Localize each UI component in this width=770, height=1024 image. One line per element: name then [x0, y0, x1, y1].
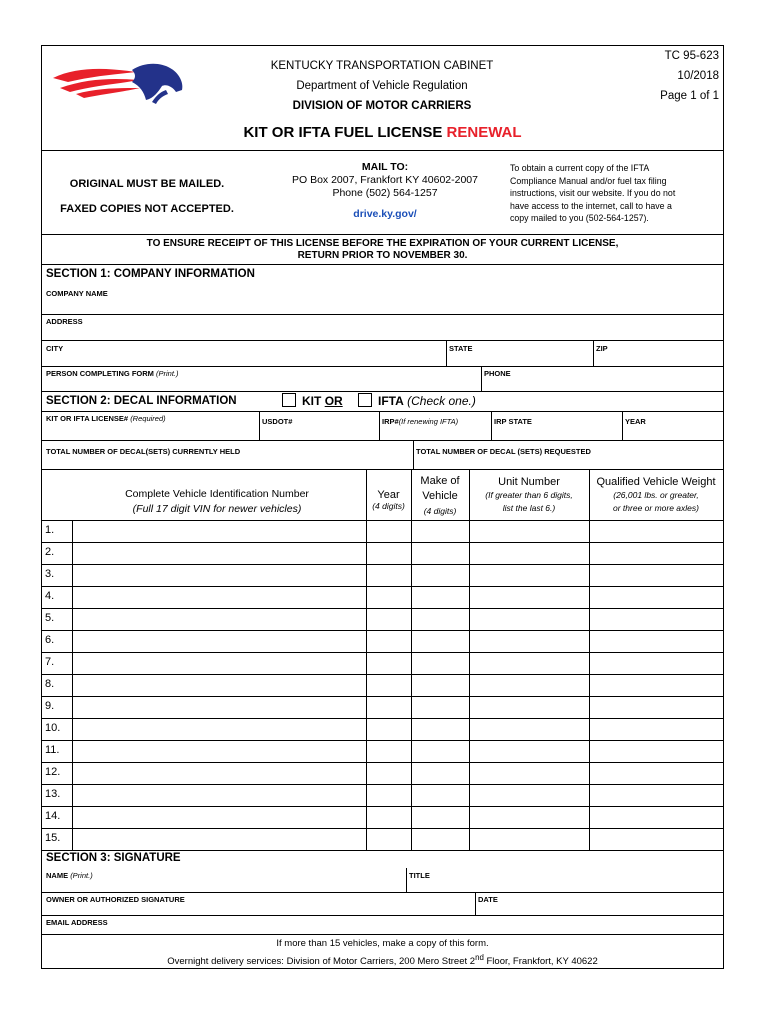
info-line: To obtain a current copy of the IFTA: [510, 163, 650, 173]
person-hint: (Print.): [156, 369, 179, 378]
vehicle-row-number: 2.: [45, 546, 55, 558]
year-field[interactable]: YEAR: [625, 417, 646, 426]
ifta-label: IFTA: [378, 394, 404, 408]
make-subheader: (4 digits): [423, 506, 457, 516]
footer-text: Floor, Frankfort, KY 40622: [483, 956, 598, 968]
vin-header-text: Complete Vehicle Identification Number: [125, 488, 309, 500]
vehicle-row-number: 11.: [45, 744, 60, 756]
section3-title: SECTION 3: SIGNATURE: [46, 852, 181, 864]
section1-title: SECTION 1: COMPANY INFORMATION: [46, 268, 255, 280]
notice-line: TO ENSURE RECEIPT OF THIS LICENSE BEFORE THE EXPIRATION OF YOUR CURRENT LICENSE,: [146, 238, 619, 249]
vehicle-row[interactable]: [73, 652, 723, 674]
vehicle-row[interactable]: [73, 806, 723, 828]
kit-checkbox[interactable]: [282, 393, 296, 407]
original-mailed-note: ORIGINAL MUST BE MAILED.: [69, 178, 225, 190]
weight-subheader: or three or more axles): [613, 503, 699, 513]
form-id-block: [660, 46, 719, 106]
form-page: [41, 45, 724, 969]
website-link[interactable]: drive.ky.gov/: [353, 208, 417, 220]
vehicle-row-number: 7.: [45, 656, 55, 668]
vehicle-row-number: 8.: [45, 678, 55, 690]
signature-field[interactable]: OWNER OR AUTHORIZED SIGNATURE: [46, 895, 185, 904]
mailing-notes: [52, 172, 242, 222]
vehicle-row-number: 12.: [45, 766, 61, 778]
department-name: Department of Vehicle Regulation: [296, 80, 468, 92]
page-count: Page 1 of 1: [660, 90, 719, 102]
ifta-checkbox[interactable]: [358, 393, 372, 407]
vehicle-row[interactable]: [73, 630, 723, 652]
vehicle-row-number: 10.: [45, 722, 61, 734]
vehicle-row-number: 3.: [45, 568, 55, 580]
division-name: DIVISION OF MOTOR CARRIERS: [292, 100, 472, 112]
info-line: instructions, visit our website. If you do not: [510, 188, 676, 198]
address-field[interactable]: ADDRESS: [46, 317, 83, 326]
footer-text: Overnight delivery services: Division of Motor Carriers, 200 Mero Street 2: [167, 956, 476, 968]
form-revision: 10/2018: [677, 70, 719, 82]
form-title: [42, 124, 723, 141]
check-one-hint: (Check one.): [407, 394, 476, 408]
year-header-text: Year: [377, 489, 400, 501]
person-completing-field[interactable]: [46, 369, 179, 378]
or-label: OR: [324, 394, 343, 408]
year-column-header: [366, 489, 411, 511]
decals-requested-field[interactable]: TOTAL NUMBER OF DECAL (SETS) REQUESTED: [416, 447, 591, 456]
make-header-text: Make of: [420, 475, 460, 487]
unit-header-text: Unit Number: [498, 476, 560, 488]
vehicle-row[interactable]: [73, 740, 723, 762]
vin-subheader: (Full 17 digit VIN for newer vehicles): [132, 503, 302, 515]
decals-held-field[interactable]: TOTAL NUMBER OF DECAL(SETS) CURRENTLY HELD: [46, 447, 241, 456]
vehicle-row-number: 6.: [45, 634, 55, 646]
footer-notes: [42, 937, 723, 969]
notice-line: RETURN PRIOR TO NOVEMBER 30.: [297, 250, 468, 261]
footer-sup: nd: [475, 953, 484, 962]
name-field[interactable]: [46, 871, 93, 880]
vehicle-row-number: 14.: [45, 810, 61, 822]
state-field[interactable]: STATE: [449, 344, 473, 353]
unit-subheader: list the last 6.): [502, 503, 556, 513]
irp-number-field[interactable]: IRP#(If renewing IFTA): [382, 417, 459, 426]
unit-column-header: [469, 476, 589, 515]
footer-overnight-note: [42, 951, 723, 969]
unit-subheader: (If greater than 6 digits,: [485, 490, 573, 500]
vehicle-row-number: 15.: [45, 832, 61, 844]
footer-copy-note: If more than 15 vehicles, make a copy of this form.: [276, 938, 489, 949]
name-label: NAME: [46, 871, 69, 880]
agency-name: KENTUCKY TRANSPORTATION CABINET: [270, 60, 494, 72]
vehicle-row[interactable]: [73, 564, 723, 586]
vehicle-row-number: 5.: [45, 612, 55, 624]
kit-checkbox-group[interactable]: [282, 393, 343, 408]
phone-field[interactable]: PHONE: [484, 369, 511, 378]
name-hint: (Print.): [70, 871, 93, 880]
vehicle-row[interactable]: [73, 542, 723, 564]
vehicle-row[interactable]: [73, 828, 723, 850]
company-name-field[interactable]: COMPANY NAME: [46, 289, 108, 298]
vehicle-row-number: 1.: [45, 524, 55, 536]
vehicle-row[interactable]: [73, 520, 723, 542]
faxed-copies-note: FAXED COPIES NOT ACCEPTED.: [60, 203, 234, 215]
zip-field[interactable]: ZIP: [596, 344, 608, 353]
header-agency-block: [222, 56, 542, 116]
mail-to-block: [270, 161, 500, 221]
vehicle-row[interactable]: [73, 784, 723, 806]
usdot-field[interactable]: USDOT#: [262, 417, 293, 426]
date-field[interactable]: DATE: [478, 895, 498, 904]
kit-label: KIT: [302, 394, 322, 408]
form-title-main: KIT OR IFTA FUEL LICENSE: [243, 124, 447, 141]
license-number-field[interactable]: [46, 414, 166, 423]
weight-column-header: [589, 476, 723, 515]
ifta-manual-info: [510, 162, 720, 225]
mail-phone: Phone (502) 564-1257: [332, 187, 438, 199]
title-field[interactable]: TITLE: [409, 871, 430, 880]
license-label: KIT OR IFTA LICENSE#: [46, 414, 129, 423]
city-field[interactable]: CITY: [46, 344, 64, 353]
section2-title: SECTION 2: DECAL INFORMATION: [46, 395, 237, 407]
form-number: TC 95-623: [664, 50, 719, 62]
info-line: have access to the internet, call to have a: [510, 200, 672, 211]
required-hint: (Required): [130, 414, 166, 423]
return-notice: [42, 238, 723, 262]
vin-column-header: [72, 487, 362, 517]
mail-address: PO Box 2007, Frankfort KY 40602-2007: [291, 174, 478, 186]
vehicle-row[interactable]: [73, 762, 723, 784]
ifta-checkbox-group[interactable]: [358, 393, 476, 408]
form-title-accent: RENEWAL: [446, 124, 522, 141]
make-header-text: Vehicle: [422, 490, 458, 502]
mail-to-label: MAIL TO:: [361, 161, 409, 173]
person-label: PERSON COMPLETING FORM: [46, 369, 154, 378]
vehicle-row[interactable]: [73, 586, 723, 608]
vehicle-row[interactable]: [73, 718, 723, 740]
vehicle-row[interactable]: [73, 696, 723, 718]
vehicle-row-number: 4.: [45, 590, 55, 602]
irp-state-field[interactable]: IRP STATE: [494, 417, 532, 426]
vehicle-row[interactable]: [73, 674, 723, 696]
vehicle-row-number: 13.: [45, 788, 61, 800]
kytc-horse-logo: [48, 58, 188, 106]
info-line: Compliance Manual and/or fuel tax filing: [510, 175, 667, 186]
year-subheader: (4 digits): [372, 501, 405, 511]
make-column-header: [411, 474, 469, 519]
info-line: copy mailed to you (502-564-1257).: [510, 213, 649, 223]
vehicle-row[interactable]: [73, 608, 723, 630]
email-field[interactable]: EMAIL ADDRESS: [46, 918, 108, 927]
weight-subheader: (26,001 lbs. or greater,: [613, 490, 699, 500]
vehicle-row-number: 9.: [45, 700, 55, 712]
weight-header-text: Qualified Vehicle Weight: [596, 476, 716, 488]
